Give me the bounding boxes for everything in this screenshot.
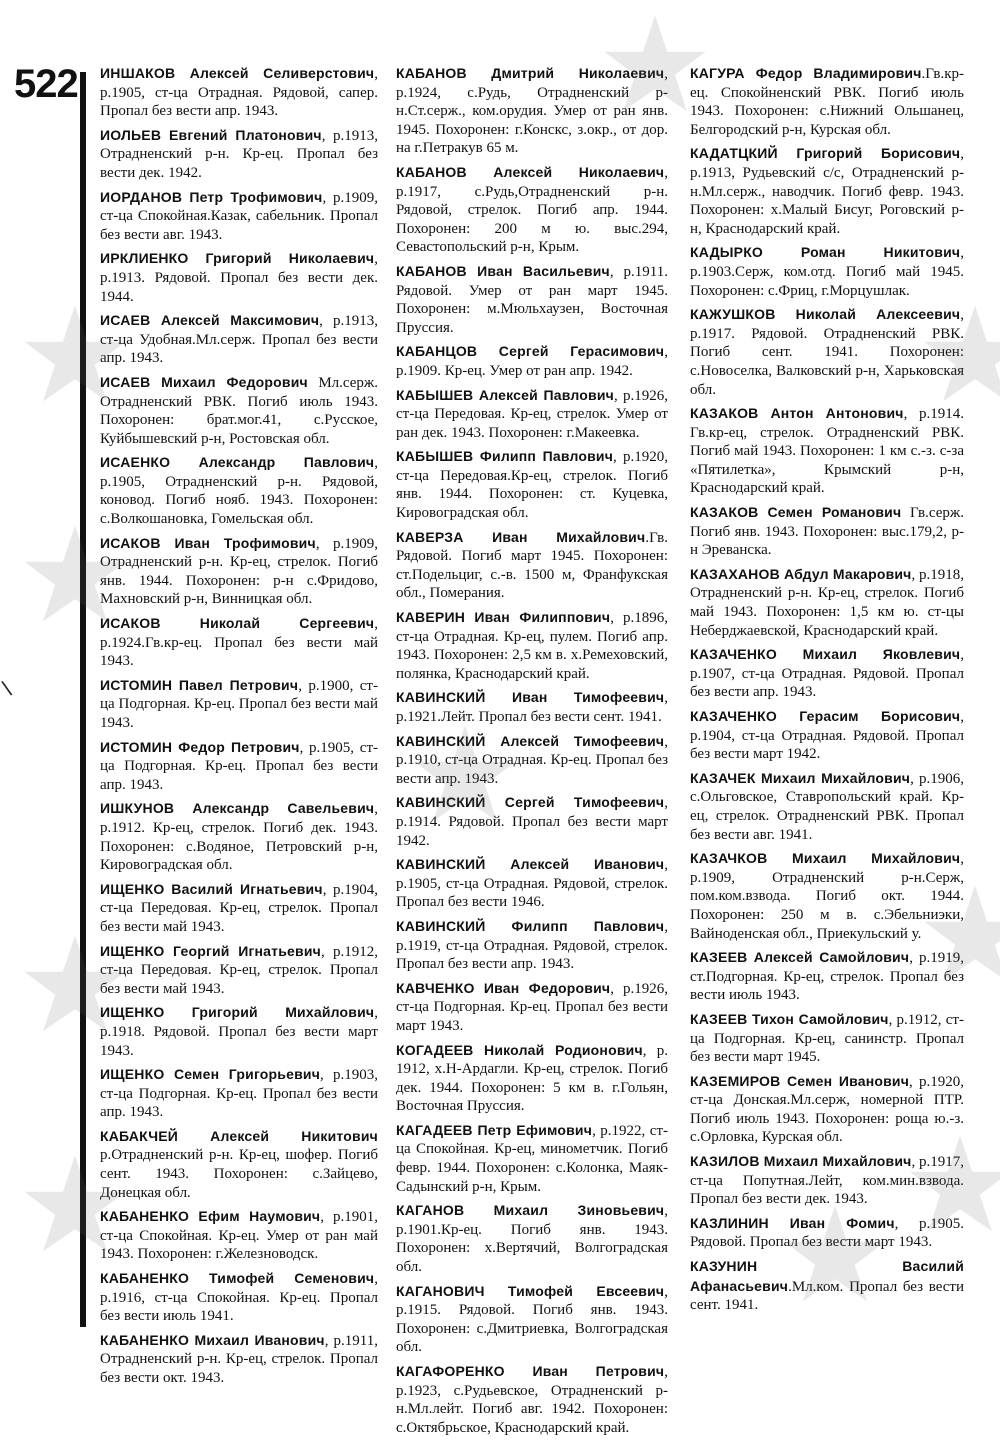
column-3	[690, 64, 964, 1320]
person-details: .Гв. Рядовой. Погиб март 1945. Похоронен: ст.Подельциг, с.-в. 1500 м, Франфукская обл., Померания.	[396, 529, 668, 602]
person-name: КАБАНОВ Алексей Николаевич	[396, 163, 665, 180]
person-name: ИСТОМИН Павел Петрович	[100, 676, 299, 693]
person-name: ИСАКОВ Николай Сергеевич	[100, 615, 375, 632]
person-details: , р.1904, ст-ца Передовая. Кр-ец, стрелок. Пропал без вести май 1943.	[100, 881, 378, 935]
person-entry	[100, 126, 378, 183]
person-details: , р.1922, ст-ца Спокойная. Кр-ец, минометчик. Погиб февр. 1944. Похоронен: с.Колонка, Маяк-Садынский р-н, Крым.	[396, 1122, 668, 1195]
person-entry	[690, 645, 964, 702]
person-name: КАБАНЕНКО Михаил Иванович	[100, 1331, 325, 1348]
person-entry	[690, 503, 964, 560]
person-details: , р.1913, ст-ца Удобная.Мл.серж. Пропал без вести апр. 1943.	[100, 313, 378, 367]
column-1	[100, 64, 378, 1393]
person-entry	[396, 979, 668, 1036]
person-name: КАЗАКОВ Семен Романович	[690, 504, 902, 521]
person-name: КАЗУНИН Василий Афанасьевич	[690, 1258, 964, 1294]
person-details: , р.1905. Рядовой. Пропал без вести март 1943.	[690, 1215, 964, 1251]
person-details: , р.1920, ст-ца Передовая.Кр-ец, стрелок. Погиб янв. 1944. Похоронен: ст. Куцевка, Кировоградская обл.	[396, 449, 668, 522]
person-name: КАДАТЦКИЙ Григорий Борисович	[690, 145, 961, 162]
person-entry	[396, 608, 668, 683]
person-entry	[690, 404, 964, 498]
person-name: КАГУРА Федор Владимирович	[690, 65, 922, 81]
person-entry	[100, 1331, 378, 1388]
person-entry	[396, 1201, 668, 1276]
person-details: .Гв.кр-ец. Спокойненский РВК. Погиб июль 1943. Похоронен: с.Нижний Ольшанец, Белгородский р-н, Курская обл.	[690, 66, 964, 138]
person-entry	[100, 311, 378, 368]
person-details: , р.1921.Лейт. Пропал без вести сент. 1941.	[396, 690, 668, 725]
person-entry	[396, 1362, 668, 1437]
person-name: КОГАДЕЕВ Николай Родионович	[396, 1041, 643, 1058]
person-name: КАЗАКОВ Антон Антонович	[690, 405, 904, 422]
person-details: , р.1910, ст-ца Отрадная. Кр-ец. Пропал без вести апр. 1943.	[396, 733, 668, 787]
person-details: , р.1923, с.Рудьевское, Отрадненский р-н.Мл.лейт. Погиб авг. 1942. Похоронен: с.Октябрьское, Краснодарский край.	[396, 1364, 668, 1436]
person-details: , р.1924, с.Рудь, Отрадненский р-н.Ст.серж., ком.орудия. Умер от ран янв. 1945. Похоронен: г.Конскс, з.окр., от дор. на г.Петракув 65 м.	[396, 66, 668, 157]
person-details: , р.1913, Отрадненский р-н. Кр-ец. Пропал без вести дек. 1942.	[100, 127, 379, 181]
person-name: КАЖУШКОВ Николай Алексеевич	[690, 306, 961, 323]
person-details: , р.1903, ст-ца Подгорная. Кр-ец. Пропал без вести апр. 1943.	[100, 1067, 378, 1121]
person-entry	[690, 565, 964, 640]
person-details: , р.1920, ст-ца Донская.Мл.серж, номерной ПТР. Погиб июль 1943. Похоронен: роща ю.-з. с.Орловка, Курская обл.	[690, 1073, 964, 1146]
person-details: Мл.серж. Отрадненский РВК. Погиб июль 1943. Похоронен: брат.мог.41, с.Русское, Куйбышевский р-н, Ростовская обл.	[100, 374, 379, 447]
person-entry	[100, 1127, 378, 1202]
person-details: , р.1907, ст-ца Отрадная. Рядовой. Пропал без вести апр. 1943.	[690, 647, 964, 701]
person-entry	[396, 1041, 668, 1116]
person-entry	[396, 342, 668, 380]
person-entry	[396, 262, 668, 337]
person-entry	[100, 1003, 378, 1060]
person-name: КАВИНСКИЙ Алексей Тимофеевич	[396, 732, 665, 749]
person-name: КАЗЕЕВ Алексей Самойлович	[690, 949, 910, 966]
margin-mark: \	[0, 675, 15, 702]
person-name: КАГАФОРЕНКО Иван Петрович	[396, 1363, 665, 1379]
person-name: ИОЛЬЕВ Евгений Платонович	[100, 126, 322, 143]
person-name: КАВИНСКИЙ Сергей Тимофеевич	[396, 794, 665, 811]
person-name: КАЗАЧЕНКО Герасим Борисович	[690, 708, 961, 724]
person-entry	[396, 732, 668, 789]
person-details: , р.1901, ст-ца Спокойная. Кр-ец. Умер от ран май 1943. Похоронен: г.Железноводск.	[100, 1209, 379, 1263]
person-details: , р.1905, ст-ца Отрадная. Рядовой, стрелок. Пропал без вести 1946.	[396, 857, 668, 911]
page-number: 522	[14, 62, 78, 106]
person-entry	[396, 855, 668, 912]
person-details: , р.1905, ст-ца Подгорная. Кр-ец. Пропал без вести апр. 1943.	[100, 739, 378, 793]
person-entry	[100, 799, 378, 874]
person-details: , р.1926, ст-ца Передовая. Кр-ец, стрелок. Умер от ран дек. 1943. Похоронен: г.Макеевка.	[396, 387, 668, 441]
person-details: , р.1913. Рядовой. Пропал без вести дек. 1944.	[100, 251, 378, 305]
person-details: .Мл.ком. Пропал без вести сент. 1941.	[690, 1278, 964, 1314]
person-details: , р. 1912, х.Н-Ардагли. Кр-ец, стрелок. Погиб дек. 1944. Похоронен: 5 км в. г.Гольян, Восточная Пруссия.	[396, 1042, 668, 1115]
person-name: ИЩЕНКО Семен Григорьевич	[100, 1066, 321, 1083]
person-details: , р.1912, ст-ца Подгорная. Кр-ец, санинстр. Пропал без вести март 1945.	[690, 1011, 964, 1066]
person-entry	[396, 793, 668, 850]
person-entry	[690, 1152, 964, 1209]
person-name: КАБАНОВ Дмитрий Николаевич	[396, 65, 665, 81]
person-details: , р.1919, ст.Подгорная. Кр-ец, стрелок. Пропал без вести июль 1943.	[690, 950, 964, 1004]
person-details: , р.1909, ст-ца Спокойная.Казак, сабельник. Пропал без вести авг. 1943.	[100, 189, 378, 243]
person-entry	[396, 1282, 668, 1357]
person-name: КАДЫРКО Роман Никитович	[690, 244, 961, 261]
person-entry	[396, 917, 668, 974]
person-details: , р.1917, с.Рудь,Отрадненский р-н. Рядовой, стрелок. Погиб апр. 1944. Похоронен: 200 м ю. выс.294, Севастопольский р-н, Крым.	[396, 164, 668, 256]
person-details: , р.1906, с.Ольговское, Ставропольский край. Кр-ец, стрелок. Отрадненский РВК. Пропал без вести авг. 1941.	[690, 770, 965, 843]
person-entry	[690, 1010, 964, 1067]
person-name: ИЩЕНКО Григорий Михайлович	[100, 1004, 375, 1021]
person-entry	[100, 942, 378, 999]
person-entry	[396, 688, 668, 726]
person-details: , р.1918. Рядовой. Пропал без вести март 1943.	[100, 1005, 378, 1059]
person-name: КАБАНЦОВ Сергей Герасимович	[396, 343, 665, 360]
person-details: , р.1909, Отрадненский р-н.Серж, пом.ком.взвода. Погиб окт. 1944. Похоронен: 250 м в. с.Эбельниэки, Вайноденская обл., Приекульский у.	[690, 851, 964, 942]
person-details: , р.1903.Серж, ком.отд. Погиб май 1945. Похоронен: с.Фриц, г.Морцушлак.	[690, 245, 964, 299]
person-details: , р.1905, Отрадненский р-н. Рядовой, коновод. Погиб нояб. 1943. Похоронен: с.Волкошановка, Гомельская обл.	[100, 455, 378, 528]
person-entry	[100, 676, 378, 733]
person-entry	[396, 386, 668, 443]
person-entry	[100, 614, 378, 671]
person-name: КАЗАХАНОВ Абдул Макарович	[690, 565, 912, 582]
person-details: , р.1911, Отрадненский р-н. Кр-ец, стрелок. Пропал без вести окт. 1943.	[100, 1332, 379, 1386]
person-details: , р.1905, ст-ца Отрадная. Рядовой, сапер. Пропал без вести апр. 1943.	[100, 66, 378, 120]
person-entry	[100, 1207, 378, 1264]
person-name: ИРКЛИЕНКО Григорий Николаевич	[100, 250, 375, 267]
person-name: КАВЧЕНКО Иван Федорович	[396, 979, 611, 996]
person-name: КАЗЛИНИН Иван Фомич	[690, 1214, 895, 1231]
person-entry	[690, 849, 964, 943]
person-details: , р.1900, ст-ца Подгорная. Кр-ец. Пропал без вести май 1943.	[100, 677, 378, 731]
person-name: КАБАКЧЕЙ Алексей Никитович	[100, 1127, 378, 1144]
person-name: КАЗИЛОВ Михаил Михайлович	[690, 1153, 912, 1170]
person-name: КАВИНСКИЙ Алексей Иванович	[396, 856, 665, 873]
person-entry	[100, 188, 378, 245]
person-entry	[396, 528, 668, 603]
person-details: р.Отрадненский р-н. Кр-ец, шофер. Погиб сент. 1943. Похоронен: с.Зайцево, Донецкая обл.	[100, 1147, 378, 1201]
person-name: КАВЕРЗА Иван Михайлович	[396, 528, 646, 545]
person-details: , р.1916, ст-ца Спокойная. Кр-ец. Пропал без вести июль 1941.	[100, 1271, 378, 1325]
person-entry	[396, 1121, 668, 1196]
person-name: КАЗАЧКОВ Михаил Михайлович	[690, 850, 961, 867]
person-name: ИЩЕНКО Георгий Игнатьевич	[100, 942, 321, 959]
person-name: КАЗЕЕВ Тихон Самойлович	[690, 1010, 889, 1027]
person-details: , р.1911. Рядовой. Умер от ран март 1945. Похоронен: м.Мюльхаузен, Восточная Пруссия.	[396, 263, 668, 336]
person-entry	[396, 163, 668, 257]
person-details: , р.1909, Отрадненский р-н. Кр-ец, стрелок. Погиб янв. 1944. Похоронен: р-н с.Фридово, Махновский р-н, Винницкая обл.	[100, 535, 378, 608]
person-name: ИСАЕВ Алексей Максимович	[100, 312, 320, 329]
person-name: КАЗАЧЕНКО Михаил Яковлевич	[690, 646, 961, 663]
person-name: КАБЫШЕВ Филипп Павлович	[396, 448, 614, 465]
person-details: , р.1896, ст-ца Отрадная. Кр-ец, пулем. Погиб апр. 1943. Похоронен: 2,5 км в. х.Ремеховский, полянка, Краснодарский край.	[396, 610, 668, 682]
person-name: КАБАНОВ Иван Васильевич	[396, 262, 610, 279]
person-entry	[100, 534, 378, 609]
person-name: КАГАДЕЕВ Петр Ефимович	[396, 1121, 593, 1138]
person-name: КАВИНСКИЙ Филипп Павлович	[396, 917, 665, 934]
person-details: , р.1917. Рядовой. Отрадненский РВК. Погиб сент. 1941. Похоронен: с.Новоселка, Валковский р-н, Харьковская обл.	[690, 307, 964, 398]
person-details: , р.1912. Кр-ец, стрелок. Погиб дек. 1943. Похоронен: с.Водяное, Петровский р-н, Кировоградская обл.	[100, 801, 378, 874]
margin-rule	[80, 72, 86, 1327]
person-name: КАГАНОВИЧ Тимофей Евсеевич	[396, 1282, 665, 1299]
person-details: , р.1913, Рудьевский с/с, Отрадненский р-н.Мл.серж., наводчик. Погиб февр. 1943. Похоронен: х.Малый Бисуг, Роговский р-н, Краснодарский край.	[690, 146, 964, 237]
person-name: ИСАЕНКО Александр Павлович	[100, 454, 375, 471]
person-entry	[690, 243, 964, 300]
person-details: , р.1919, ст-ца Отрадная. Рядовой, стрелок. Пропал без вести апр. 1943.	[396, 918, 668, 973]
person-name: КАБАНЕНКО Тимофей Семенович	[100, 1270, 375, 1287]
person-entry	[100, 1269, 378, 1326]
person-name: ИНШАКОВ Алексей Селиверстович	[100, 65, 375, 81]
person-entry	[100, 249, 378, 306]
person-name: ИШКУНОВ Александр Савельевич	[100, 800, 375, 817]
person-name: КАВИНСКИЙ Иван Тимофеевич	[396, 689, 665, 706]
person-entry	[100, 373, 378, 448]
person-name: КАЗАЧЕК Михаил Михайлович	[690, 769, 911, 786]
person-entry	[100, 738, 378, 795]
person-details: , р.1924.Гв.кр-ец. Пропал без вести май 1943.	[100, 616, 378, 670]
person-details: , р.1917, ст-ца Попутная.Лейт, ком.мин.взвода. Пропал без вести дек. 1943.	[690, 1154, 965, 1208]
person-entry	[100, 1065, 378, 1122]
person-entry	[690, 707, 964, 764]
person-details: Гв.серж. Погиб янв. 1943. Похоронен: выс.179,2, р-н Эреванска.	[690, 505, 964, 559]
person-name: КАГАНОВ Михаил Зиновьевич	[396, 1202, 665, 1219]
person-entry	[100, 64, 378, 121]
person-name: ИЩЕНКО Василий Игнатьевич	[100, 880, 323, 897]
person-name: КАЗЕМИРОВ Семен Иванович	[690, 1072, 910, 1089]
person-name: КАВЕРИН Иван Филиппович	[396, 609, 611, 626]
person-entry	[690, 948, 964, 1005]
person-name: КАБЫШЕВ Алексей Павлович	[396, 386, 614, 403]
column-2	[396, 64, 668, 1442]
person-details: , р.1915. Рядовой. Погиб янв. 1943. Похоронен: с.Дмитриевка, Волгоградская обл.	[396, 1283, 668, 1356]
person-details: , р.1914. Рядовой. Пропал без вести март 1942.	[396, 795, 668, 849]
person-name: КАБАНЕНКО Ефим Наумович	[100, 1208, 321, 1225]
person-entry	[690, 305, 964, 399]
person-entry	[396, 447, 668, 522]
person-entry	[100, 453, 378, 528]
person-entry	[690, 1214, 964, 1252]
person-name: ИОРДАНОВ Петр Трофимович	[100, 188, 323, 205]
person-details: , р.1912, ст-ца Передовая. Кр-ец, стрелок. Пропал без вести май 1943.	[100, 943, 378, 997]
person-details: , р.1901.Кр-ец. Погиб янв. 1943. Похоронен: х.Вертячий, Волгоградская обл.	[396, 1203, 668, 1276]
person-entry	[690, 1257, 964, 1315]
person-entry	[690, 1072, 964, 1147]
person-details: , р.1909. Кр-ец. Умер от ран апр. 1942.	[396, 344, 668, 379]
person-details: , р.1918, Отрадненский р-н. Кр-ец, стрелок. Погиб май 1943. Похоронен: 1,5 км ю. ст-цы Неберджаевской, Краснодарский край.	[690, 566, 965, 639]
person-details: , р.1904, ст-ца Отрадная. Рядовой. Пропал без вести март 1942.	[690, 709, 964, 763]
person-details: , р.1926, ст-ца Подгорная. Кр-ец. Пропал без вести март 1943.	[396, 980, 668, 1034]
person-name: ИСАКОВ Иван Трофимович	[100, 534, 316, 551]
person-entry	[690, 144, 964, 238]
person-entry	[100, 880, 378, 937]
person-details: , р.1914. Гв.кр-ец, стрелок. Отрадненский РВК. Погиб май 1943. Похоронен: 1 км с.-з. с-за «Пятилетка», Крымский р-н, Краснодарский край.	[690, 406, 964, 497]
person-name: ИСТОМИН Федор Петрович	[100, 738, 300, 755]
person-entry	[690, 64, 964, 139]
person-entry	[396, 64, 668, 158]
person-name: ИСАЕВ Михаил Федорович	[100, 373, 308, 390]
person-entry	[690, 769, 964, 844]
